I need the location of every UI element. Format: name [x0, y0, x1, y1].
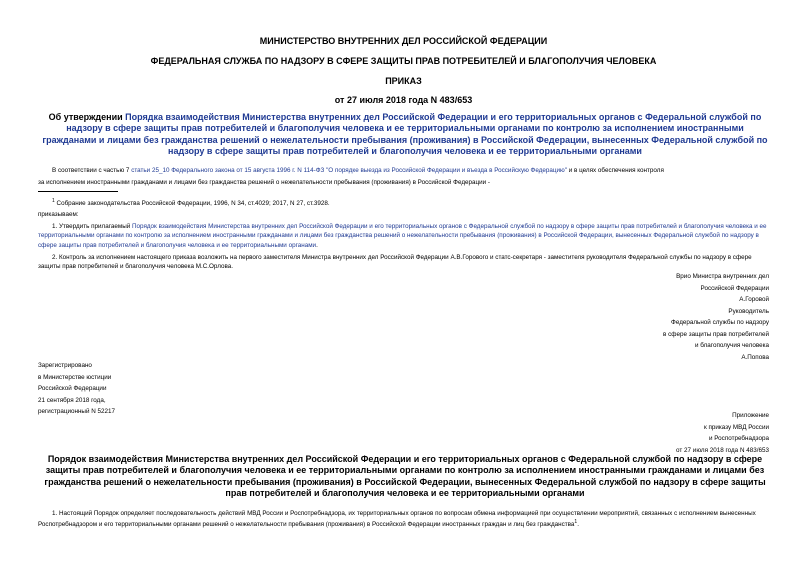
law-link[interactable]: статьи 25_10 Федерального закона от 15 августа 1996 г. N 114-ФЗ "О порядке выезда из Российской Федерации и въезда в Российскую Федерацию": [131, 167, 567, 174]
service-heading: ФЕДЕРАЛЬНАЯ СЛУЖБА ПО НАДЗОРУ В СФЕРЕ ЗАЩИТЫ ПРАВ ПОТРЕБИТЕЛЕЙ И БЛАГОПОЛУЧИЯ ЧЕЛОВЕКА: [150, 56, 657, 66]
signature-block: [549, 271, 769, 363]
signature-line: А.Попова: [741, 353, 769, 361]
registration-line: Российской Федерации: [38, 385, 107, 392]
preamble-line-1: [52, 166, 792, 175]
signature-line: Федеральной службы по надзору: [671, 319, 769, 326]
registration-line: в Министерстве юстиции: [38, 373, 112, 381]
registration-block: [38, 360, 258, 418]
appendix-title: Порядок взаимодействия Министерства внутренних дел Российской Федерации и его территориальных органов с Федеральной службой по надзору в сфере защиты прав потребителей и благополучия человека и ее территориальными органами по контролю за исполнением иностранными гражданами и лицами без гражданства решений о нежелательности пребывания (проживания) в Российской Федерации, вынесенных Федеральной службой по надзору в сфере защиты прав потребителей и благополучия человека и ее территориальными органами: [44, 454, 766, 499]
signature-line: Руководитель: [728, 307, 769, 315]
appendix-line: Приложение: [732, 412, 769, 419]
ministry-heading: МИНИСТЕРСТВО ВНУТРЕННИХ ДЕЛ РОССИЙСКОЙ ФЕДЕРАЦИИ: [259, 36, 548, 46]
footnote-text: Собрание законодательства Российской Федерации, 1996, N 34, ст.4029; 2017, N 27, ст.3928.: [56, 200, 330, 208]
appendix-block: [549, 410, 769, 456]
item-1-prefix: 1. Утвердить прилагаемый: [52, 223, 133, 230]
appendix-line: и Роспотребнадзора: [708, 435, 769, 442]
registration-line: Зарегистрировано: [38, 362, 92, 369]
signature-line: и благополучия человека: [695, 342, 769, 349]
footnote-divider: [38, 191, 118, 192]
order-word: приказываем:: [38, 211, 79, 218]
item-2: 2. Контроль за исполнением настоящего приказа возложить на первого заместителя Министра внутренних дел Российской Федерации А.В.Горового и статс-секретаря - заместителя руководителя Федеральной службы по надзору в сфере защиты прав потребителей и благополучия человека М.С.Орлова.: [38, 254, 752, 271]
appendix-line: от 27 июля 2018 года N 483/653: [676, 446, 769, 454]
preamble-text-1: В соответствии с частью 7: [52, 167, 132, 174]
order-title: [40, 112, 770, 158]
registration-line: регистрационный N 52217: [38, 408, 116, 415]
signature-line: А.Горовой: [739, 296, 769, 303]
final-paragraph: 1. Настоящий Порядок определяет последовательность действий МВД России и Роспотребнадзора, их территориальных органов по вопросам обмена информацией при осуществлении мероприятий, связанных с исполнением вынесенных Роспотребнадзором и его территориальными органами решений о нежелательности пребывания (проживания) в Российской Федерации иностранных граждан и лиц без гражданства$^1$.: [38, 510, 756, 529]
preamble-line-2: за исполнением иностранными гражданами и лицами без гражданства решений о нежелательности пребывания (проживания) в Российской Федерации -: [38, 179, 490, 186]
procedure-link[interactable]: Порядок взаимодействия Министерства внутренних дел Российской Федерации и его территориальных органов с Федеральной службой по надзору в сфере защиты прав потребителей и благополучия человека и ее территориальными органами по контролю за исполнением иностранными гражданами и лицами без гражданства решений о нежелательности пребывания (проживания) в Российской Федерации, вынесенных Федеральной службой по надзору в сфере защиты прав потребителей и благополучия человека и ее территориальными органами: [38, 223, 767, 249]
footnote: [52, 197, 752, 209]
title-link[interactable]: Порядка взаимодействия Министерства внутренних дел Российской Федерации и его территориальных органов с Федеральной службой по надзору в сфере защиты прав потребителей и благополучия человека и ее территориальными органами по контролю за исполнением иностранными гражданами и лицами без гражданства решений о нежелательности пребывания (проживания) в Российской Федерации, вынесенных Федеральной службой по надзору в сфере защиты прав потребителей и благополучия человека и ее территориальными органами: [42, 112, 768, 157]
signature-line: Российской Федерации: [700, 284, 769, 292]
signature-line: Врио Министра внутренних дел: [676, 273, 769, 280]
item-1: [38, 222, 770, 250]
date-number-heading: от 27 июля 2018 года N 483/653: [334, 95, 473, 105]
footnote-mark: 1: [52, 198, 55, 204]
final-paragraph-text: 1. Настоящий Порядок определяет последовательность действий МВД России и Роспотребнадзора, их территориальных органов по вопросам обмена информацией при осуществлении мероприятий, связанных с исполнением вынесенных Роспотребнадзором и его территориальными органами решений о нежелательности пребывания (проживания) в Российской Федерации иностранных граждан и лиц без гражданства: [38, 510, 756, 529]
registration-line: 21 сентября 2018 года,: [38, 396, 106, 404]
appendix-line: к приказу МВД России: [703, 423, 769, 431]
footnote-ref: 1: [574, 519, 578, 526]
preamble-text-2: и в целях обеспечения контроля: [566, 167, 664, 174]
title-prefix: Об утверждении: [48, 112, 126, 122]
doc-type-heading: ПРИКАЗ: [385, 76, 422, 86]
item-1-suffix: .: [316, 241, 318, 249]
signature-line: в сфере защиты прав потребителей: [663, 330, 769, 338]
